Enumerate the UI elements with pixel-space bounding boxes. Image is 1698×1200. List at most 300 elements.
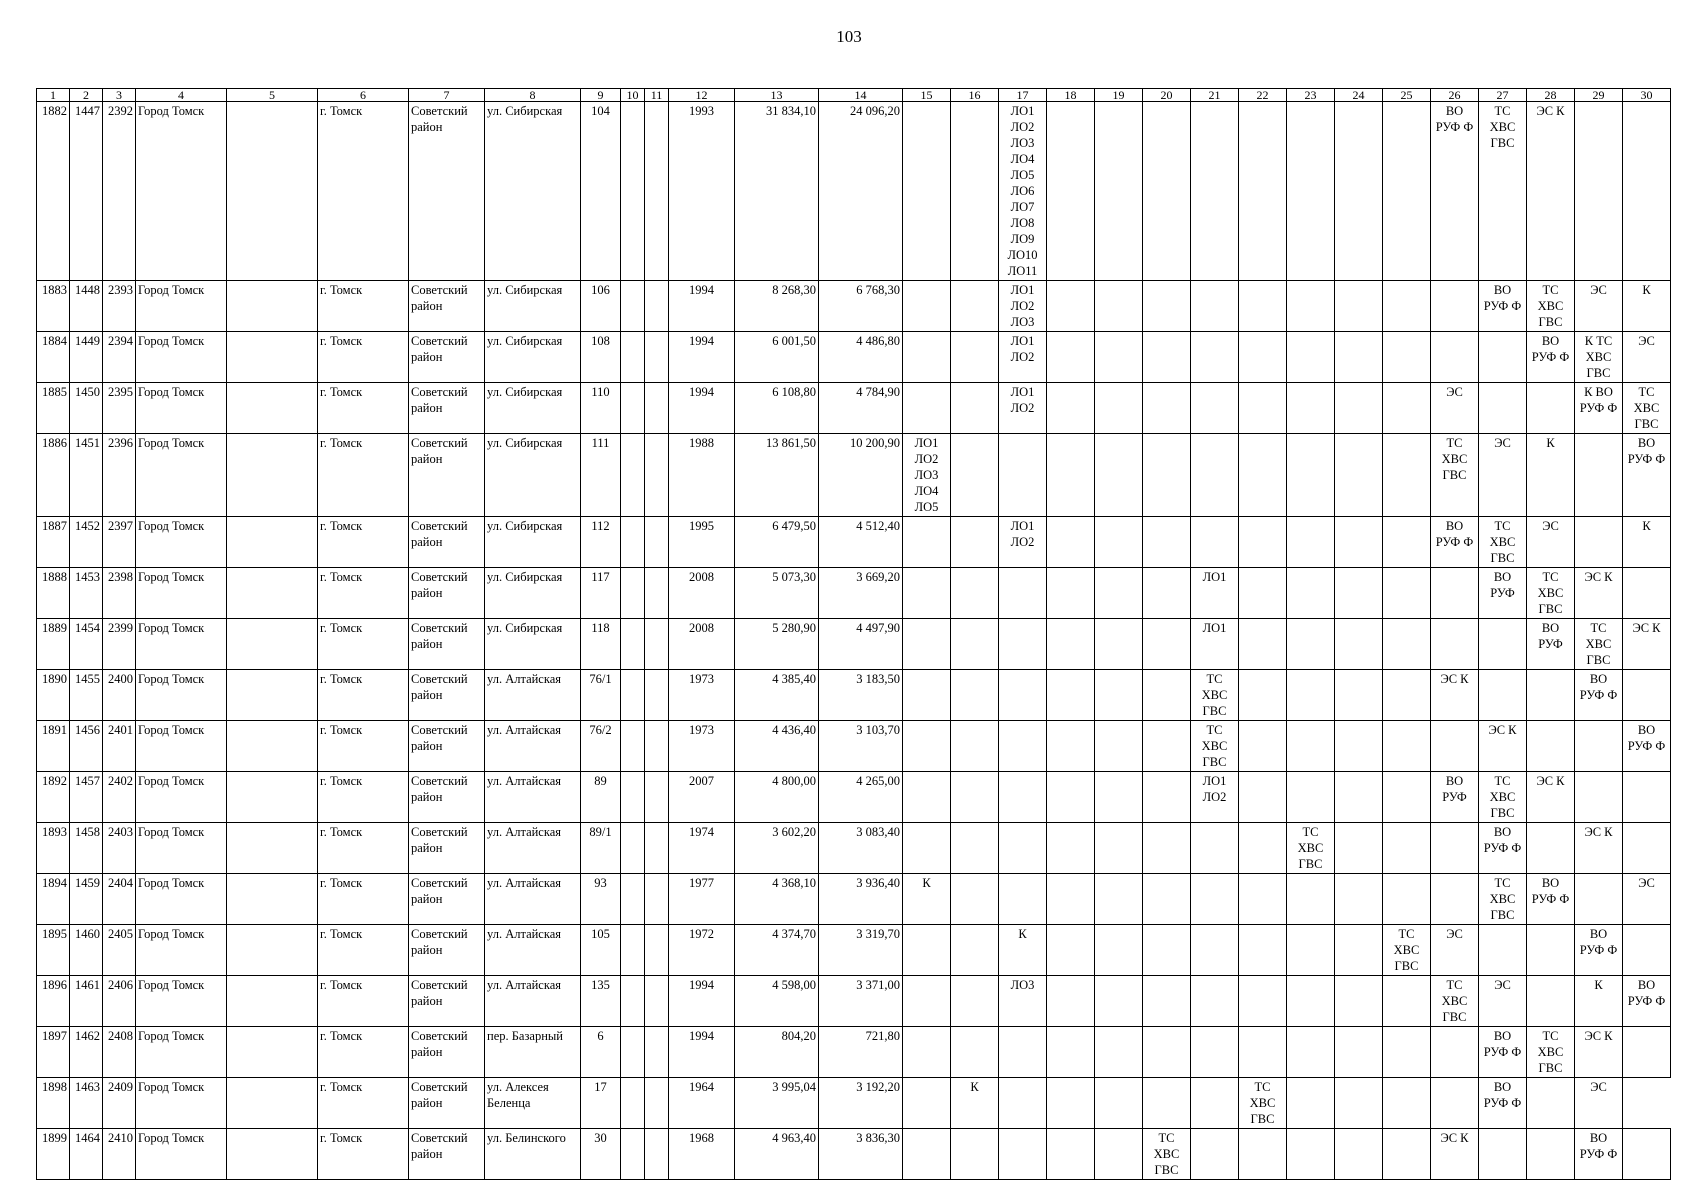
table-cell-col-14: 4 512,40	[819, 517, 903, 568]
table-cell-col-10	[621, 383, 645, 434]
table-row	[37, 670, 1671, 721]
table-cell-col-29: К ТС ХВС ГВС	[1575, 332, 1623, 383]
table-cell-col-22	[1239, 721, 1287, 772]
table-cell-col-12: 1994	[669, 383, 735, 434]
table-cell-col-3: 2406	[103, 976, 136, 1027]
table-cell-col-1: 1891	[37, 721, 70, 772]
table-cell-col-30: ТС ХВС ГВС	[1623, 383, 1671, 434]
table-cell-col-9: 112	[581, 517, 621, 568]
table-cell-col-23	[1287, 1078, 1335, 1129]
table-cell-col-21: ЛО1	[1191, 619, 1239, 670]
table-row	[37, 874, 1671, 925]
table-cell-col-4: Город Томск	[136, 721, 227, 772]
table-cell-col-25	[1383, 1027, 1431, 1078]
table-cell-col-13: 4 368,10	[735, 874, 819, 925]
column-header-28: 28	[1527, 89, 1575, 102]
table-cell-col-16	[951, 281, 999, 332]
table-cell-col-27	[1479, 1129, 1527, 1180]
table-cell-col-29: К ВО РУФ Ф	[1575, 383, 1623, 434]
table-cell-col-30	[1623, 568, 1671, 619]
table-cell-col-7: Советский район	[409, 1027, 485, 1078]
table-cell-col-2: 1462	[70, 1027, 103, 1078]
table-cell-col-22	[1239, 976, 1287, 1027]
table-cell-col-27: ТС ХВС ГВС	[1479, 874, 1527, 925]
table-cell-col-29: К	[1575, 976, 1623, 1027]
table-cell-col-19	[1095, 619, 1143, 670]
table-cell-col-4: Город Томск	[136, 772, 227, 823]
table-cell-col-14: 6 768,30	[819, 281, 903, 332]
table-cell-col-18	[1047, 619, 1095, 670]
table-cell-col-26: ЭС	[1431, 925, 1479, 976]
table-cell-col-4: Город Томск	[136, 1027, 227, 1078]
table-cell-col-28: ЭС К	[1527, 772, 1575, 823]
table-cell-col-19	[1095, 281, 1143, 332]
table-cell-col-30	[1623, 102, 1671, 281]
table-cell-col-1: 1887	[37, 517, 70, 568]
table-cell-col-25	[1383, 434, 1431, 517]
table-cell-col-19	[1095, 568, 1143, 619]
column-header-23: 23	[1287, 89, 1335, 102]
table-cell-col-11	[645, 1078, 669, 1129]
table-cell-col-23	[1287, 619, 1335, 670]
table-cell-col-25: ТС ХВС ГВС	[1383, 925, 1431, 976]
column-header-7: 7	[409, 89, 485, 102]
table-cell-col-4: Город Томск	[136, 102, 227, 281]
table-cell-col-17: ЛО1 ЛО2	[999, 332, 1047, 383]
table-cell-col-14: 3 183,50	[819, 670, 903, 721]
column-header-11: 11	[645, 89, 669, 102]
table-cell-col-2: 1459	[70, 874, 103, 925]
table-cell-col-26	[1431, 332, 1479, 383]
table-cell-col-5	[227, 772, 318, 823]
table-cell-col-22	[1239, 1129, 1287, 1180]
table-cell-col-4: Город Томск	[136, 874, 227, 925]
table-cell-col-16	[951, 925, 999, 976]
table-cell-col-4: Город Томск	[136, 925, 227, 976]
table-cell-col-25	[1383, 721, 1431, 772]
table-cell-col-21	[1191, 517, 1239, 568]
table-cell-col-3: 2403	[103, 823, 136, 874]
table-cell-col-11	[645, 823, 669, 874]
table-cell-col-7: Советский район	[409, 925, 485, 976]
table-cell-col-20	[1143, 1078, 1191, 1129]
table-cell-col-5	[227, 823, 318, 874]
table-cell-col-7: Советский район	[409, 434, 485, 517]
table-cell-col-7: Советский район	[409, 670, 485, 721]
table-row	[37, 434, 1671, 517]
table-cell-col-26	[1431, 721, 1479, 772]
table-cell-col-7: Советский район	[409, 383, 485, 434]
table-cell-col-6: г. Томск	[318, 568, 409, 619]
table-cell-col-11	[645, 925, 669, 976]
table-cell-col-23	[1287, 874, 1335, 925]
table-cell-col-18	[1047, 670, 1095, 721]
table-cell-col-30: ВО РУФ Ф	[1623, 721, 1671, 772]
table-cell-col-28: ТС ХВС ГВС	[1527, 1027, 1575, 1078]
table-cell-col-6: г. Томск	[318, 102, 409, 281]
table-cell-col-21	[1191, 434, 1239, 517]
table-cell-col-23	[1287, 332, 1335, 383]
table-cell-col-5	[227, 434, 318, 517]
table-cell-col-8: пер. Базарный	[485, 1027, 581, 1078]
table-cell-col-8: ул. Алтайская	[485, 976, 581, 1027]
table-cell-col-18	[1047, 721, 1095, 772]
table-cell-col-23	[1287, 1129, 1335, 1180]
table-cell-col-14: 10 200,90	[819, 434, 903, 517]
table-cell-col-5	[227, 102, 318, 281]
table-cell-col-2: 1460	[70, 925, 103, 976]
table-cell-col-11	[645, 568, 669, 619]
table-cell-col-2: 1457	[70, 772, 103, 823]
table-cell-col-6: г. Томск	[318, 721, 409, 772]
table-cell-col-14: 3 083,40	[819, 823, 903, 874]
table-cell-col-7: Советский район	[409, 568, 485, 619]
table-cell-col-17	[999, 823, 1047, 874]
table-cell-col-3: 2409	[103, 1078, 136, 1129]
table-cell-col-17: ЛО1 ЛО2 ЛО3 ЛО4 ЛО5 ЛО6 ЛО7 ЛО8 ЛО9 ЛО10 ЛО11	[999, 102, 1047, 281]
table-cell-col-11	[645, 1027, 669, 1078]
table-cell-col-21	[1191, 925, 1239, 976]
table-cell-col-8: ул. Алтайская	[485, 670, 581, 721]
table-cell-col-23	[1287, 383, 1335, 434]
table-cell-col-25	[1383, 332, 1431, 383]
table-cell-col-16	[951, 1129, 999, 1180]
table-cell-col-18	[1047, 976, 1095, 1027]
table-cell-col-17: ЛО1 ЛО2	[999, 383, 1047, 434]
table-cell-col-10	[621, 721, 645, 772]
table-cell-col-7: Советский район	[409, 281, 485, 332]
table-cell-col-3: 2401	[103, 721, 136, 772]
table-cell-col-5	[227, 976, 318, 1027]
table-cell-col-6: г. Томск	[318, 332, 409, 383]
table-cell-col-7: Советский район	[409, 721, 485, 772]
table-cell-col-19	[1095, 383, 1143, 434]
table-cell-col-13: 8 268,30	[735, 281, 819, 332]
column-header-19: 19	[1095, 89, 1143, 102]
table-row	[37, 823, 1671, 874]
table-cell-col-16	[951, 976, 999, 1027]
table-cell-col-18	[1047, 1078, 1095, 1129]
table-cell-col-10	[621, 670, 645, 721]
table-cell-col-22	[1239, 383, 1287, 434]
table-cell-col-27: ЭС К	[1479, 721, 1527, 772]
table-cell-col-15	[903, 823, 951, 874]
table-cell-col-23	[1287, 281, 1335, 332]
table-cell-col-30: ЭС К	[1623, 619, 1671, 670]
table-cell-col-30: К	[1623, 517, 1671, 568]
table-cell-col-30	[1623, 670, 1671, 721]
table-cell-col-22: ТС ХВС ГВС	[1239, 1078, 1287, 1129]
column-header-17: 17	[999, 89, 1047, 102]
table-cell-col-28	[1527, 1129, 1575, 1180]
table-cell-col-10	[621, 823, 645, 874]
table-cell-col-8: ул. Белинского	[485, 1129, 581, 1180]
table-cell-col-14: 4 497,90	[819, 619, 903, 670]
table-cell-col-28	[1527, 925, 1575, 976]
table-cell-col-29	[1575, 772, 1623, 823]
table-cell-col-12: 1988	[669, 434, 735, 517]
table-cell-col-9: 89	[581, 772, 621, 823]
table-cell-col-9: 105	[581, 925, 621, 976]
table-cell-col-13: 4 963,40	[735, 1129, 819, 1180]
table-cell-col-16	[951, 383, 999, 434]
table-cell-col-29: ЭС К	[1575, 1027, 1623, 1078]
column-header-6: 6	[318, 89, 409, 102]
table-cell-col-11	[645, 670, 669, 721]
table-cell-col-16	[951, 619, 999, 670]
column-header-30: 30	[1623, 89, 1671, 102]
table-cell-col-12: 1977	[669, 874, 735, 925]
table-cell-col-28: ВО РУФ	[1527, 619, 1575, 670]
table-cell-col-6: г. Томск	[318, 925, 409, 976]
table-cell-col-2: 1463	[70, 1078, 103, 1129]
column-header-21: 21	[1191, 89, 1239, 102]
table-cell-col-8: ул. Сибирская	[485, 568, 581, 619]
table-cell-col-25	[1383, 670, 1431, 721]
table-cell-col-11	[645, 721, 669, 772]
column-header-18: 18	[1047, 89, 1095, 102]
table-cell-col-8: ул. Сибирская	[485, 281, 581, 332]
table-cell-col-17	[999, 721, 1047, 772]
column-header-2: 2	[70, 89, 103, 102]
table-cell-col-1: 1888	[37, 568, 70, 619]
table-cell-col-15	[903, 1129, 951, 1180]
table-cell-col-13: 4 374,70	[735, 925, 819, 976]
table-cell-col-12: 1973	[669, 670, 735, 721]
table-cell-col-7: Советский район	[409, 332, 485, 383]
table-cell-col-14: 4 265,00	[819, 772, 903, 823]
table-cell-col-6: г. Томск	[318, 976, 409, 1027]
table-cell-col-28: ЭС	[1527, 517, 1575, 568]
table-cell-col-20	[1143, 619, 1191, 670]
table-cell-col-24	[1335, 102, 1383, 281]
table-cell-col-4: Город Томск	[136, 670, 227, 721]
table-cell-col-24	[1335, 568, 1383, 619]
table-cell-col-8: ул. Сибирская	[485, 434, 581, 517]
table-cell-col-10	[621, 568, 645, 619]
table-cell-col-11	[645, 976, 669, 1027]
table-cell-col-21	[1191, 1129, 1239, 1180]
table-cell-col-10	[621, 332, 645, 383]
table-cell-col-26: ТС ХВС ГВС	[1431, 434, 1479, 517]
table-cell-col-2: 1454	[70, 619, 103, 670]
table-cell-col-27	[1479, 619, 1527, 670]
table-cell-col-24	[1335, 823, 1383, 874]
table-cell-col-16	[951, 102, 999, 281]
table-cell-col-3: 2405	[103, 925, 136, 976]
table-cell-col-7: Советский район	[409, 874, 485, 925]
table-cell-col-20	[1143, 721, 1191, 772]
table-cell-col-22	[1239, 619, 1287, 670]
table-cell-col-6: г. Томск	[318, 383, 409, 434]
table-cell-col-1: 1893	[37, 823, 70, 874]
table-cell-col-23	[1287, 670, 1335, 721]
table-cell-col-22	[1239, 281, 1287, 332]
table-cell-col-4: Город Томск	[136, 568, 227, 619]
table-cell-col-28: ВО РУФ Ф	[1527, 332, 1575, 383]
table-cell-col-24	[1335, 383, 1383, 434]
table-cell-col-19	[1095, 925, 1143, 976]
table-cell-col-25	[1383, 517, 1431, 568]
table-cell-col-18	[1047, 772, 1095, 823]
page-number: 103	[836, 27, 862, 46]
table-cell-col-28	[1527, 823, 1575, 874]
table-cell-col-24	[1335, 772, 1383, 823]
table-cell-col-13: 31 834,10	[735, 102, 819, 281]
table-cell-col-9: 6	[581, 1027, 621, 1078]
table-cell-col-5	[227, 1129, 318, 1180]
table-cell-col-29	[1575, 517, 1623, 568]
column-header-13: 13	[735, 89, 819, 102]
column-header-27: 27	[1479, 89, 1527, 102]
table-cell-col-6: г. Томск	[318, 434, 409, 517]
table-cell-col-20	[1143, 874, 1191, 925]
table-cell-col-20	[1143, 281, 1191, 332]
table-cell-col-1: 1899	[37, 1129, 70, 1180]
table-cell-col-15	[903, 281, 951, 332]
column-header-25: 25	[1383, 89, 1431, 102]
table-cell-col-3: 2404	[103, 874, 136, 925]
table-cell-col-10	[621, 517, 645, 568]
table-cell-col-19	[1095, 976, 1143, 1027]
table-cell-col-27: ЭС	[1479, 434, 1527, 517]
table-cell-col-10	[621, 1078, 645, 1129]
table-cell-col-29: ТС ХВС ГВС	[1575, 619, 1623, 670]
table-cell-col-6: г. Томск	[318, 281, 409, 332]
table-cell-col-15: ЛО1 ЛО2 ЛО3 ЛО4 ЛО5	[903, 434, 951, 517]
table-cell-col-24	[1335, 1078, 1383, 1129]
table-cell-col-24	[1335, 517, 1383, 568]
table-cell-col-10	[621, 925, 645, 976]
table-cell-col-9: 110	[581, 383, 621, 434]
table-cell-col-12: 1994	[669, 976, 735, 1027]
table-cell-col-24	[1335, 332, 1383, 383]
table-cell-col-6: г. Томск	[318, 619, 409, 670]
table-cell-col-3: 2392	[103, 102, 136, 281]
table-cell-col-4: Город Томск	[136, 517, 227, 568]
table-cell-col-14: 3 836,30	[819, 1129, 903, 1180]
table-cell-col-23: ТС ХВС ГВС	[1287, 823, 1335, 874]
table-cell-col-8: ул. Сибирская	[485, 517, 581, 568]
table-cell-col-13: 804,20	[735, 1027, 819, 1078]
table-cell-col-9: 108	[581, 332, 621, 383]
table-cell-col-9: 106	[581, 281, 621, 332]
table-cell-col-30: ЭС	[1623, 332, 1671, 383]
table-cell-col-29	[1575, 721, 1623, 772]
table-cell-col-1: 1889	[37, 619, 70, 670]
table-cell-col-20	[1143, 823, 1191, 874]
table-cell-col-20	[1143, 1027, 1191, 1078]
table-cell-col-9: 118	[581, 619, 621, 670]
column-header-1: 1	[37, 89, 70, 102]
column-header-20: 20	[1143, 89, 1191, 102]
table-row	[37, 772, 1671, 823]
table-cell-col-4: Город Томск	[136, 823, 227, 874]
table-row	[37, 568, 1671, 619]
table-cell-col-20: ТС ХВС ГВС	[1143, 1129, 1191, 1180]
table-cell-col-26: ВО РУФ Ф	[1431, 102, 1479, 281]
column-header-12: 12	[669, 89, 735, 102]
table-cell-col-22	[1239, 772, 1287, 823]
table-cell-col-1: 1883	[37, 281, 70, 332]
table-cell-col-3: 2399	[103, 619, 136, 670]
table-cell-col-9: 89/1	[581, 823, 621, 874]
table-cell-col-7: Советский район	[409, 1078, 485, 1129]
table-cell-col-19	[1095, 874, 1143, 925]
table-cell-col-21	[1191, 332, 1239, 383]
table-cell-col-14: 24 096,20	[819, 102, 903, 281]
table-cell-col-16: К	[951, 1078, 999, 1129]
table-cell-col-24	[1335, 925, 1383, 976]
table-cell-col-19	[1095, 1078, 1143, 1129]
table-cell-col-3: 2394	[103, 332, 136, 383]
table-cell-col-2: 1455	[70, 670, 103, 721]
table-cell-col-19	[1095, 332, 1143, 383]
table-cell-col-3: 2400	[103, 670, 136, 721]
table-cell-col-12: 1994	[669, 281, 735, 332]
table-cell-col-8: ул. Сибирская	[485, 102, 581, 281]
table-cell-col-28	[1527, 721, 1575, 772]
column-header-16: 16	[951, 89, 999, 102]
table-cell-col-12: 1968	[669, 1129, 735, 1180]
table-cell-col-18	[1047, 1129, 1095, 1180]
table-cell-col-29: ВО РУФ Ф	[1575, 1129, 1623, 1180]
table-cell-col-17: ЛО1 ЛО2 ЛО3	[999, 281, 1047, 332]
table-cell-col-22	[1239, 670, 1287, 721]
table-cell-col-23	[1287, 517, 1335, 568]
table-cell-col-11	[645, 517, 669, 568]
table-cell-col-15	[903, 976, 951, 1027]
table-cell-col-24	[1335, 1129, 1383, 1180]
table-cell-col-22	[1239, 102, 1287, 281]
table-cell-col-13: 4 598,00	[735, 976, 819, 1027]
table-cell-col-13: 5 073,30	[735, 568, 819, 619]
table-cell-col-23	[1287, 772, 1335, 823]
table-cell-col-25	[1383, 619, 1431, 670]
table-cell-col-9: 93	[581, 874, 621, 925]
table-cell-col-10	[621, 1129, 645, 1180]
table-cell-col-9: 76/2	[581, 721, 621, 772]
table-cell-col-17	[999, 670, 1047, 721]
table-cell-col-13: 4 385,40	[735, 670, 819, 721]
table-cell-col-18	[1047, 102, 1095, 281]
table-cell-col-25	[1383, 772, 1431, 823]
table-cell-col-22	[1239, 517, 1287, 568]
table-cell-col-3: 2393	[103, 281, 136, 332]
table-cell-col-22	[1239, 925, 1287, 976]
table-cell-col-10	[621, 281, 645, 332]
table-cell-col-3: 2402	[103, 772, 136, 823]
table-cell-col-15	[903, 925, 951, 976]
table-cell-col-7: Советский район	[409, 772, 485, 823]
table-cell-col-20	[1143, 772, 1191, 823]
table-cell-col-9: 30	[581, 1129, 621, 1180]
table-cell-col-7: Советский район	[409, 517, 485, 568]
table-cell-col-22	[1239, 1027, 1287, 1078]
table-cell-col-22	[1239, 874, 1287, 925]
table-cell-col-16	[951, 772, 999, 823]
table-cell-col-24	[1335, 1027, 1383, 1078]
table-cell-col-20	[1143, 102, 1191, 281]
table-cell-col-10	[621, 772, 645, 823]
table-cell-col-15	[903, 332, 951, 383]
table-cell-col-25	[1383, 874, 1431, 925]
table-cell-col-2: 1450	[70, 383, 103, 434]
table-cell-col-11	[645, 434, 669, 517]
table-cell-col-19	[1095, 721, 1143, 772]
table-cell-col-8: ул. Алексея Беленца	[485, 1078, 581, 1129]
table-cell-col-16	[951, 568, 999, 619]
